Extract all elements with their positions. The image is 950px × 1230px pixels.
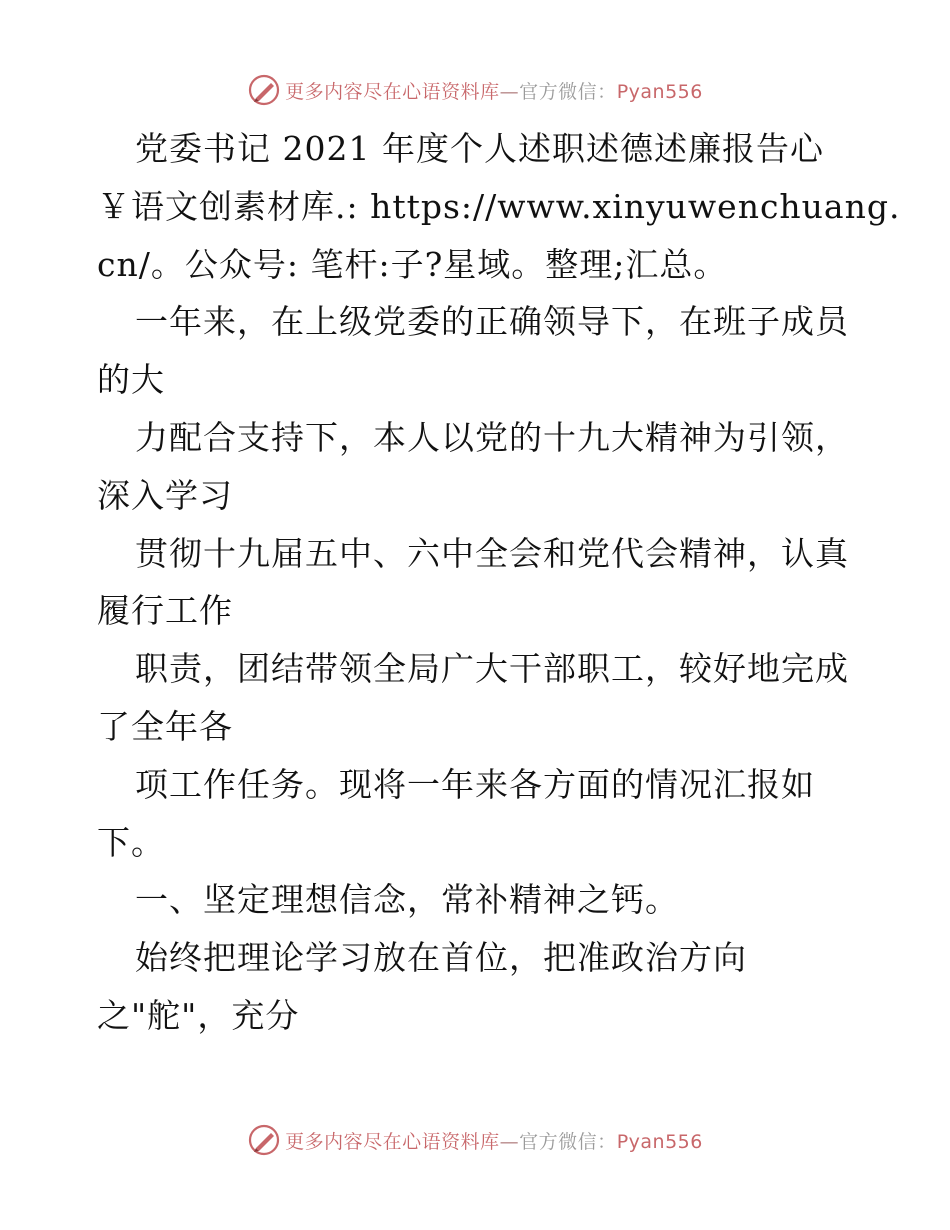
pen-logo-icon <box>247 1123 281 1157</box>
text-line: 的大 <box>97 360 165 400</box>
text-line: 履行工作 <box>97 591 233 631</box>
text-line: 深入学习 <box>97 475 233 515</box>
text-line: cn/。公众号: 笔杆:子?星域。整理;汇总。 <box>97 244 728 284</box>
text-line: 一年来，在上级党委的正确领导下，在班子成员 <box>135 302 849 342</box>
text-line: 了全年各 <box>97 706 233 746</box>
text-line: ￥语文创素材库.: https://www.xinyuwenchuang. <box>97 186 901 226</box>
document-body <box>97 120 901 1045</box>
header-watermark <box>0 70 950 110</box>
text-line: 党委书记 2021 年度个人述职述德述廉报告心 <box>135 129 824 168</box>
watermark-text: 更多内容尽在心语资料库—官方微信：Pyan556 <box>285 1130 703 1153</box>
section-heading: 一、坚定理想信念，常补精神之钙。 <box>135 880 679 920</box>
text-line: 之"舵"，充分 <box>97 995 300 1035</box>
watermark-text: 更多内容尽在心语资料库—官方微信：Pyan556 <box>285 80 703 103</box>
pen-logo-icon <box>247 73 281 107</box>
text-line: 贯彻十九届五中、六中全会和党代会精神，认真 <box>135 533 849 573</box>
text-line: 始终把理论学习放在首位，把准政治方向 <box>135 938 747 978</box>
text-line: 职责，团结带领全局广大干部职工，较好地完成 <box>135 649 849 689</box>
text-line: 力配合支持下，本人以党的十九大精神为引领， <box>135 417 849 457</box>
footer-watermark <box>0 1120 950 1160</box>
text-line: 项工作任务。现将一年来各方面的情况汇报如 <box>135 764 815 804</box>
text-line: 下。 <box>97 822 165 862</box>
